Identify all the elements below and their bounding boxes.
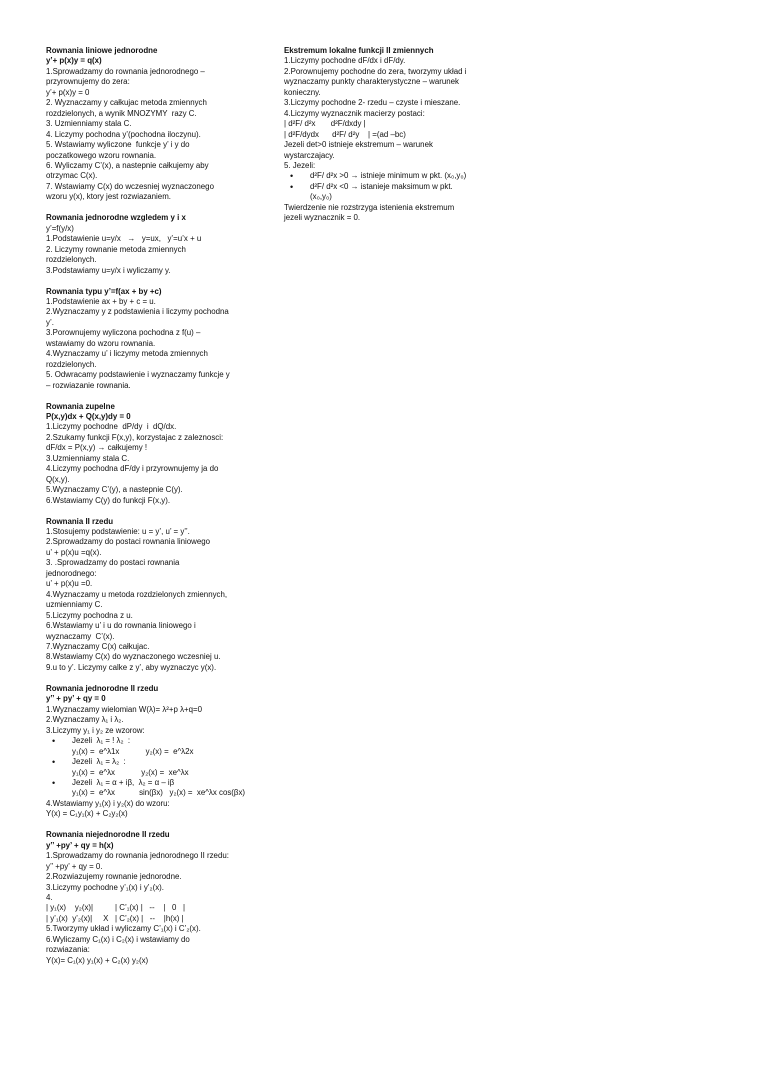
text-line: 2.Sprowadzamy do postaci rownania liniowego: [46, 537, 211, 547]
text-line: 1.Liczymy pochodne dP/dy i dQ/dx.: [46, 422, 177, 432]
text-line: 2. Wyznaczamy y całkujac metoda zmiennych: [46, 98, 207, 108]
text-line: wyznaczamy C’(x).: [46, 631, 115, 641]
text-line: (x₀,y₀): [310, 192, 332, 202]
text-line: przyrownujemy do zera:: [46, 77, 130, 87]
text-line: y₁(x) = e^λx y₂(x) = xe^λx: [72, 767, 189, 777]
text-line: rozdzielonych.: [46, 255, 97, 265]
text-line: 1.Liczymy pochodne dF/dx i dF/dy.: [284, 56, 406, 66]
text-line: y’’ +py’ + qy = 0.: [46, 861, 103, 871]
bullet-item: • d²F/ d²x <0 → istanieje maksimum w pkt.: [284, 182, 489, 192]
text-line: 2.Wyznaczamy y z podstawienia i liczymy pochodna: [46, 307, 229, 317]
text-line: 1.Sprowadzamy do rownania jednorodnego –: [46, 66, 205, 76]
text-line: 3. Uzmienniamy stala C.: [46, 119, 132, 129]
text-line: 3.Podstawiamy u=y/x i wyliczamy y.: [46, 265, 171, 275]
section-heading: Rownania II rzedu: [46, 516, 114, 526]
text-line: wzoru y(x), ktory jest rozwiazaniem.: [46, 192, 171, 202]
section-rownania-typu-f-ax-by-c: [46, 287, 246, 392]
bullet-item: • Jezeli λ₁ = λ₂ :: [46, 757, 246, 767]
text-line: rozwiazania:: [46, 945, 90, 955]
text-line: Q(x,y).: [46, 474, 70, 484]
text-line: 7. Wstawiamy C(x) do wczesniej wyznaczonego: [46, 181, 214, 191]
text-line: konieczny.: [284, 87, 321, 97]
text-line: 1.Wyznaczamy wielomian W(λ)= λ²+p λ+q=0: [46, 704, 203, 714]
text-line: poczatkowego wzoru rownania.: [46, 150, 157, 160]
text-line: | d²F/dydx d²F/ d²y | =(ad –bc): [284, 129, 406, 139]
text-line: 2.Rozwiazujemy rownanie jednorodne.: [46, 872, 182, 882]
text-line: 7.Wyznaczamy C(x) całkujac.: [46, 642, 150, 652]
section-ekstremum-lokalne: [284, 46, 489, 224]
text-line: Twierdzenie nie rozstrzyga istenienia ekstremum: [284, 202, 455, 212]
text-line: u’ + p(x)u =q(x).: [46, 547, 102, 557]
text-line: 4.Wstawiamy y₁(x) i y₂(x) do wzoru:: [46, 798, 170, 808]
text-line: P(x,y)dx + Q(x,y)dy = 0: [46, 412, 131, 421]
text-line: jezeli wyznacznik = 0.: [284, 213, 361, 223]
text-line: y₁(x) = e^λx sin(βx) y₂(x) = xe^λx cos(βx): [72, 788, 246, 798]
text-line: 4.Wyznaczamy u’ i liczymy metoda zmiennych: [46, 349, 208, 359]
text-line: y’+ p(x)y = q(x): [46, 56, 102, 66]
text-line: uzmienniamy C.: [46, 600, 103, 610]
text-line: 2. Liczymy rownanie metoda zmiennych: [46, 244, 186, 254]
text-line: y’.: [46, 317, 54, 327]
bullet-item: • d²F/ d²x >0 → istnieje minimum w pkt. (x₀,y₀): [284, 171, 489, 181]
text-line: 3.Liczymy pochodne 2- rzedu – czyste i mieszane.: [284, 98, 461, 108]
text-line: 5.Liczymy pochodna z u.: [46, 610, 133, 620]
section-rownania-liniowe-jednorodne: [46, 46, 246, 203]
text-line: 1.Podstawienie ax + by + c = u.: [46, 296, 156, 306]
text-line: 3. .Sprowadzamy do postaci rownania: [46, 558, 180, 568]
section-heading: Ekstremum lokalne funkcji II zmiennych: [284, 46, 434, 55]
text-line: 8.Wstawiamy C(x) do wyznaczonego wczesniej u.: [46, 652, 221, 662]
text-line: jednorodnego:: [46, 568, 97, 578]
text-line: u’ + p(x)u =0.: [46, 579, 93, 589]
text-line: 5. Odwracamy podstawienie i wyznaczamy funkcje y: [46, 370, 230, 380]
text-line: 6.Wstawiamy C(y) do funkcji F(x,y).: [46, 495, 171, 505]
text-line: 1.Podstawienie u=y/x → y=ux, y’=u’x + u: [46, 234, 202, 244]
text-line: 5.Tworzymy układ i wyliczamy C’₁(x) i C’₂(x).: [46, 924, 201, 934]
section-rownania-ii-rzedu: [46, 517, 246, 674]
text-line: otrzymac C(x).: [46, 171, 98, 181]
text-line: 4.Liczymy pochodna dF/dy i przyrownujemy ja do: [46, 464, 219, 474]
text-line: – rozwiazanie rownania.: [46, 380, 131, 390]
text-line: 3.Uzmienniamy stala C.: [46, 453, 130, 463]
section-rownania-jednorodne-ii-rzedu: [46, 684, 246, 820]
text-line: | y₁(x) y₂(x)| | C’₁(x) | -- | 0 |: [46, 903, 186, 913]
text-line: 2.Szukamy funkcji F(x,y), korzystajac z zaleznosci:: [46, 432, 224, 442]
section-heading: Rownania liniowe jednorodne: [46, 46, 158, 55]
section-rownania-zupelne: [46, 402, 246, 507]
text-line: 5.Wyznaczamy C’(y), a nastepnie C(y).: [46, 485, 183, 495]
text-line: 3.Porownujemy wyliczona pochodna z f(u) –: [46, 328, 201, 338]
text-line: 4.Wyznaczamy u metoda rozdzielonych zmiennych,: [46, 589, 228, 599]
text-line: | y’₁(x) y’₂(x)| X | C’₂(x) | -- |h(x) |: [46, 913, 184, 923]
text-line: 9.u to y’. Liczymy calke z y’, aby wyznaczyc y(x).: [46, 662, 217, 672]
text-line: 6.Wyliczamy C₁(x) i C₂(x) i wstawiamy do: [46, 934, 190, 944]
section-heading: Rownania niejednorodne II rzedu: [46, 830, 170, 840]
bullet-item: • Jezeli λ₁ = α + iβ, λ₂ = α – iβ: [46, 778, 246, 788]
text-line: wystarczajacy.: [284, 150, 335, 160]
text-line: rozdzielonych.: [46, 359, 97, 369]
text-line: 5. Wstawiamy wyliczone funkcje y’ i y do: [46, 140, 190, 150]
section-heading: Rownania zupelne: [46, 401, 115, 411]
text-line: 6.Wstawiamy u’ i u do rownania liniowego i: [46, 621, 196, 631]
section-heading: Rownania jednorodne II rzedu: [46, 683, 159, 693]
text-line: 4.Liczymy wyznacznik macierzy postaci:: [284, 108, 425, 118]
text-line: 2.Wyznaczamy λ₁ i λ₂.: [46, 715, 124, 725]
text-line: 4. Liczymy pochodna y’(pochodna iloczynu).: [46, 129, 201, 139]
section-rownania-jednorodne-wzgledem-y-i-x: [46, 213, 246, 276]
section-heading: Rownania typu y’=f(ax + by +c): [46, 286, 162, 296]
text-line: 5. Jezeli:: [284, 160, 316, 170]
text-line: y’=f(y/x): [46, 223, 74, 233]
text-line: Jezeli det>0 istnieje ekstremum – warunek: [284, 140, 433, 150]
bullet-item: • Jezeli λ₁ = ! λ₂ :: [46, 736, 246, 746]
text-line: 1.Stosujemy podstawienie: u = y’, u’ = y’’.: [46, 527, 190, 537]
text-line: 4.: [46, 892, 53, 902]
left-column: [46, 46, 246, 977]
section-heading: Rownania jednorodne wzgledem y i x: [46, 213, 186, 223]
text-line: 2.Porownujemy pochodne do zera, tworzymy układ i: [284, 66, 467, 76]
text-line: y’’ + py’ + qy = 0: [46, 694, 106, 704]
text-line: wstawiamy do wzoru rownania.: [46, 338, 156, 348]
text-line: 3.Liczymy y₁ i y₂ ze wzorow:: [46, 725, 145, 735]
text-line: 6. Wyliczamy C’(x), a nastepnie całkujemy aby: [46, 160, 209, 170]
text-line: 1.Sprowadzamy do rownania jednorodnego II rzedu:: [46, 851, 229, 861]
section-rownania-niejednorodne-ii-rzedu: [46, 830, 246, 966]
right-column: [284, 46, 489, 234]
text-line: rozdzielonych, a wynik MNOZYMY razy C.: [46, 108, 197, 118]
text-line: Y(x) = C₁y₁(x) + C₂y₂(x): [46, 809, 128, 819]
text-line: wyznaczamy punkty charakterystyczne – warunek: [284, 77, 459, 87]
text-line: y’+ p(x)y = 0: [46, 87, 90, 97]
text-line: dF/dx = P(x,y) → całkujemy !: [46, 443, 148, 453]
text-line: | d²F/ d²x d²F/dxdy |: [284, 119, 366, 129]
text-line: 3.Liczymy pochodne y’₁(x) i y’₂(x).: [46, 882, 164, 892]
text-line: Y(x)= C₁(x) y₁(x) + C₂(x) y₂(x): [46, 955, 149, 965]
text-line: y’’ +py’ + qy = h(x): [46, 840, 114, 850]
text-line: y₁(x) = e^λ1x y₂(x) = e^λ2x: [72, 746, 194, 756]
